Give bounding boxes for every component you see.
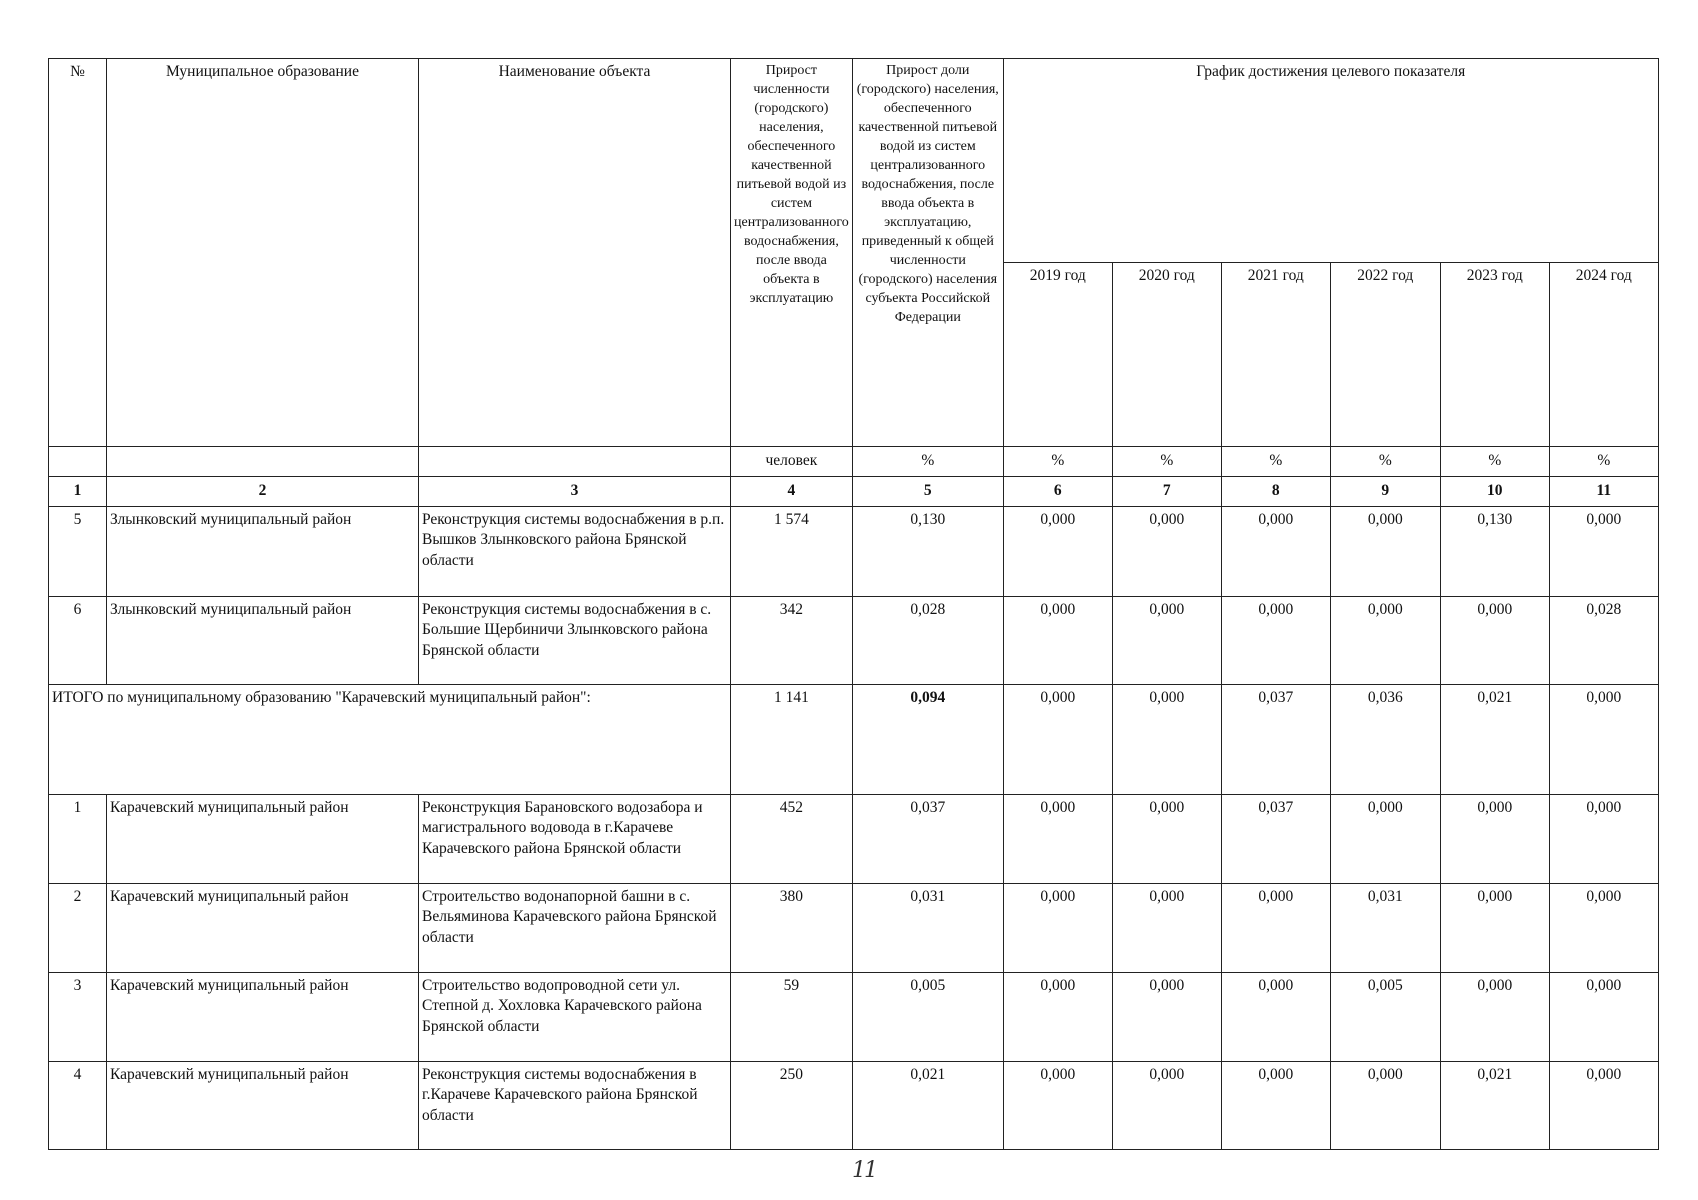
- row-year-value: 0,005: [1330, 973, 1440, 1062]
- column-number: 5: [852, 477, 1003, 507]
- unit-percent: %: [1330, 447, 1440, 477]
- row-year-value: 0,000: [1549, 795, 1658, 884]
- row-municipality: Карачевский муниципальный район: [107, 795, 419, 884]
- row-municipality: Злынковский муниципальный район: [107, 597, 419, 685]
- row-year-value: 0,000: [1440, 597, 1549, 685]
- row-year-value: 0,000: [1440, 973, 1549, 1062]
- column-number: 1: [49, 477, 107, 507]
- column-number: 3: [419, 477, 731, 507]
- row-share: 0,021: [852, 1062, 1003, 1150]
- column-number: 6: [1003, 477, 1112, 507]
- row-no: 3: [49, 973, 107, 1062]
- row-year-value: 0,000: [1549, 1062, 1658, 1150]
- column-number: 10: [1440, 477, 1549, 507]
- header-year-2024: 2024 год: [1549, 263, 1658, 447]
- row-year-value: 0,000: [1112, 507, 1221, 597]
- column-number: 2: [107, 477, 419, 507]
- unit-percent: %: [1112, 447, 1221, 477]
- row-year-value: 0,000: [1003, 795, 1112, 884]
- total-row: [49, 685, 1659, 795]
- unit-percent: %: [1549, 447, 1658, 477]
- row-object: Реконструкция Барановского водозабора и магистрального водовода в г.Карачеве Карачевского района Брянской области: [419, 795, 731, 884]
- row-object: Строительство водопроводной сети ул. Степной д. Хохловка Карачевского района Брянской области: [419, 973, 731, 1062]
- header-year-2021: 2021 год: [1221, 263, 1330, 447]
- row-year-value: 0,000: [1221, 597, 1330, 685]
- unit-empty: [49, 447, 107, 477]
- page-number: 11: [852, 1158, 876, 1183]
- table-row: [49, 973, 1659, 1062]
- total-year-value: 0,021: [1440, 685, 1549, 795]
- row-people: 1 574: [731, 507, 853, 597]
- header-units-row: [49, 447, 1659, 477]
- total-share: 0,094: [852, 685, 1003, 795]
- row-share: 0,037: [852, 795, 1003, 884]
- row-year-value: 0,000: [1330, 1062, 1440, 1150]
- row-share: 0,028: [852, 597, 1003, 685]
- row-people: 250: [731, 1062, 853, 1150]
- row-year-value: 0,000: [1112, 884, 1221, 973]
- row-no: 2: [49, 884, 107, 973]
- header-object-name: Наименование объекта: [419, 59, 731, 447]
- total-year-value: 0,037: [1221, 685, 1330, 795]
- row-year-value: 0,000: [1221, 973, 1330, 1062]
- table-row: [49, 507, 1659, 597]
- header-row-1: [49, 59, 1659, 263]
- column-number: 9: [1330, 477, 1440, 507]
- row-year-value: 0,000: [1221, 507, 1330, 597]
- row-object: Строительство водонапорной башни в с. Вельяминова Карачевского района Брянской области: [419, 884, 731, 973]
- row-municipality: Карачевский муниципальный район: [107, 884, 419, 973]
- unit-percent: %: [852, 447, 1003, 477]
- row-no: 5: [49, 507, 107, 597]
- row-year-value: 0,000: [1549, 973, 1658, 1062]
- row-year-value: 0,000: [1003, 1062, 1112, 1150]
- row-year-value: 0,021: [1440, 1062, 1549, 1150]
- row-year-value: 0,000: [1112, 795, 1221, 884]
- target-indicator-table: [48, 58, 1659, 1150]
- row-people: 59: [731, 973, 853, 1062]
- header-year-2023: 2023 год: [1440, 263, 1549, 447]
- row-people: 380: [731, 884, 853, 973]
- row-year-value: 0,000: [1003, 973, 1112, 1062]
- row-year-value: 0,000: [1549, 507, 1658, 597]
- row-year-value: 0,000: [1549, 884, 1658, 973]
- total-people: 1 141: [731, 685, 853, 795]
- row-year-value: 0,000: [1003, 597, 1112, 685]
- row-year-value: 0,000: [1003, 884, 1112, 973]
- row-share: 0,130: [852, 507, 1003, 597]
- unit-empty: [419, 447, 731, 477]
- row-municipality: Карачевский муниципальный район: [107, 973, 419, 1062]
- column-number-row: [49, 477, 1659, 507]
- row-object: Реконструкция системы водоснабжения в с. Большие Щербиничи Злынковского района Брянской области: [419, 597, 731, 685]
- column-number: 7: [1112, 477, 1221, 507]
- total-year-value: 0,000: [1549, 685, 1658, 795]
- table-row: [49, 1062, 1659, 1150]
- row-object: Реконструкция системы водоснабжения в р.п. Вышков Злынковского района Брянской области: [419, 507, 731, 597]
- header-share-growth: Прирост доли (городского) населения, обеспеченного качественной питьевой водой из систем централизованного водоснабжения, после ввода объекта в эксплуатацию, приведенный к общей численности (городского) населения субъекта Российской Федерации: [852, 59, 1003, 447]
- total-year-value: 0,036: [1330, 685, 1440, 795]
- unit-percent: %: [1221, 447, 1330, 477]
- column-number: 4: [731, 477, 853, 507]
- column-number: 11: [1549, 477, 1658, 507]
- row-municipality: Карачевский муниципальный район: [107, 1062, 419, 1150]
- header-municipality: Муниципальное образование: [107, 59, 419, 447]
- row-municipality: Злынковский муниципальный район: [107, 507, 419, 597]
- header-no: №: [49, 59, 107, 447]
- row-year-value: 0,000: [1330, 507, 1440, 597]
- total-year-value: 0,000: [1003, 685, 1112, 795]
- header-population-growth: Прирост численности (городского) населения, обеспеченного качественной питьевой водой из систем централизованного водоснабжения, после ввода объекта в эксплуатацию: [731, 59, 853, 447]
- row-year-value: 0,000: [1112, 1062, 1221, 1150]
- total-label: ИТОГО по муниципальному образованию "Карачевский муниципальный район":: [49, 685, 731, 795]
- table-row: [49, 795, 1659, 884]
- row-object: Реконструкция системы водоснабжения в г.Карачеве Карачевского района Брянской области: [419, 1062, 731, 1150]
- row-year-value: 0,000: [1440, 795, 1549, 884]
- row-year-value: 0,000: [1330, 795, 1440, 884]
- row-year-value: 0,031: [1330, 884, 1440, 973]
- unit-percent: %: [1440, 447, 1549, 477]
- row-share: 0,031: [852, 884, 1003, 973]
- row-year-value: 0,000: [1221, 1062, 1330, 1150]
- row-no: 4: [49, 1062, 107, 1150]
- header-year-2020: 2020 год: [1112, 263, 1221, 447]
- row-year-value: 0,000: [1112, 597, 1221, 685]
- table-row: [49, 597, 1659, 685]
- row-people: 342: [731, 597, 853, 685]
- header-year-2019: 2019 год: [1003, 263, 1112, 447]
- unit-percent: %: [1003, 447, 1112, 477]
- table-row: [49, 884, 1659, 973]
- row-year-value: 0,000: [1440, 884, 1549, 973]
- row-share: 0,005: [852, 973, 1003, 1062]
- row-people: 452: [731, 795, 853, 884]
- row-year-value: 0,000: [1221, 884, 1330, 973]
- row-year-value: 0,130: [1440, 507, 1549, 597]
- unit-people: человек: [731, 447, 853, 477]
- total-year-value: 0,000: [1112, 685, 1221, 795]
- row-year-value: 0,028: [1549, 597, 1658, 685]
- row-no: 1: [49, 795, 107, 884]
- row-year-value: 0,037: [1221, 795, 1330, 884]
- header-year-2022: 2022 год: [1330, 263, 1440, 447]
- row-no: 6: [49, 597, 107, 685]
- column-number: 8: [1221, 477, 1330, 507]
- row-year-value: 0,000: [1112, 973, 1221, 1062]
- row-year-value: 0,000: [1003, 507, 1112, 597]
- row-year-value: 0,000: [1330, 597, 1440, 685]
- unit-empty: [107, 447, 419, 477]
- header-schedule: График достижения целевого показателя: [1003, 59, 1658, 263]
